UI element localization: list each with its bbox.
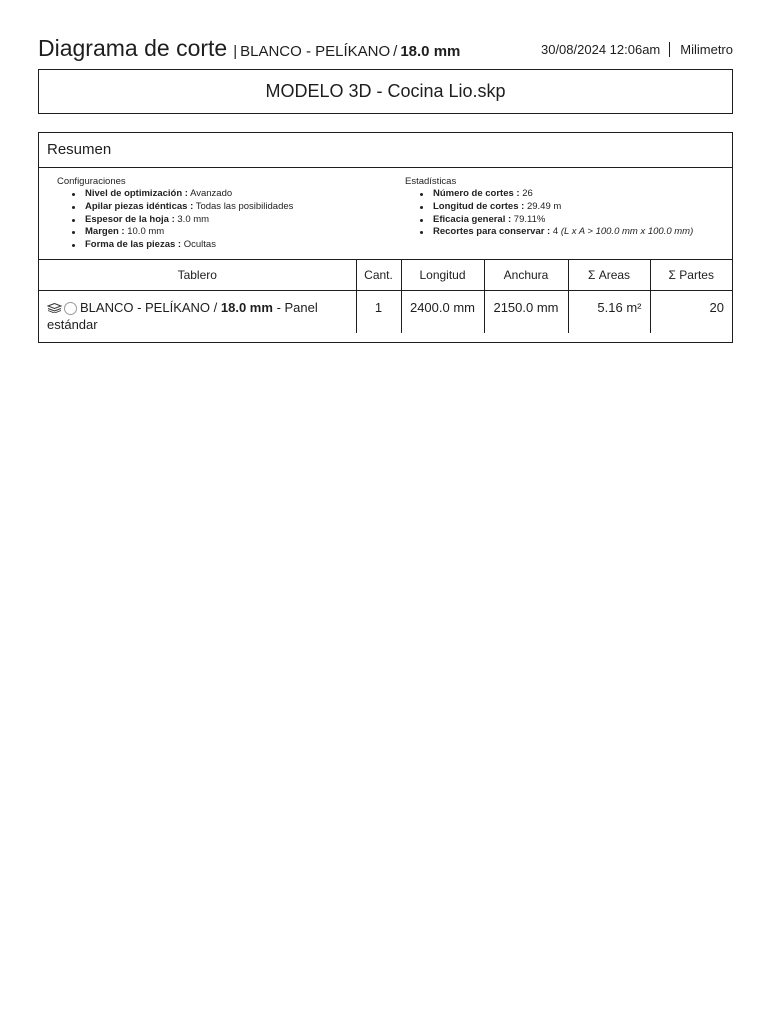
stats-item [433,226,693,239]
summary-details [39,168,732,260]
config-label: Espesor de la hoja : [85,213,175,225]
stats-list [405,188,693,239]
report-meta [541,42,733,58]
unit-label: Milimetro [669,42,733,57]
panel-thickness: 18.0 mm [220,300,273,315]
config-value: Avanzado [190,188,233,199]
table-header-row [39,260,732,291]
stats-label: Longitud de cortes : [433,200,525,212]
stats-item [433,214,693,227]
header-tablero: Tablero [39,260,356,291]
panel-material: BLANCO - PELÍKANO / [80,300,218,315]
stats-label: Recortes para conservar : [433,226,551,238]
area-cell: 5.16 m² [568,291,650,334]
table-row [39,291,732,334]
stats-value: 26 [522,188,533,199]
config-list [57,188,293,252]
config-label: Margen : [85,226,125,238]
stats-note: (L x A > 100.0 mm x 100.0 mm) [560,226,694,238]
stats-item [433,188,693,201]
config-heading: Configuraciones [57,176,126,187]
stats-value: 4 [552,226,559,238]
stats-item [433,201,693,214]
report-datetime: 30/08/2024 12:06am [540,42,661,57]
config-value: 3.0 mm [177,213,210,225]
config-item [85,214,293,227]
qty-cell: 1 [356,291,401,334]
config-label: Forma de las piezas : [85,239,182,251]
config-label: Apilar piezas idénticas : [85,200,194,212]
config-item [85,201,293,214]
model-title: MODELO 3D - Cocina Lio.skp [265,81,506,101]
stats-value: 29.49 m [526,200,562,212]
summary-panel [38,132,733,343]
config-value: Ocultas [183,239,216,251]
config-value: Todas las posibilidades [195,200,294,212]
config-label: Nivel de optimización : [85,188,188,199]
config-item [85,188,293,201]
config-column [57,176,293,252]
header-anchura: Anchura [484,260,568,291]
header-longitud: Longitud [401,260,484,291]
material-slash: / [393,43,398,60]
report-header [38,34,733,64]
stats-label: Número de cortes : [433,188,520,199]
title-text: Diagrama de corte [38,35,228,61]
summary-title: Resumen [39,133,732,168]
length-cell: 2400.0 mm [401,291,484,334]
material-thickness: 18.0 mm [400,43,461,60]
config-item [85,239,293,252]
panel-table [39,260,732,333]
material-name: BLANCO - PELÍKANO [240,43,391,60]
config-value: 10.0 mm [127,226,165,238]
config-item [85,226,293,239]
panel-type: - Panel estándar [47,300,318,332]
stats-value: 79.11% [513,213,546,225]
stats-heading: Estadísticas [405,176,457,187]
header-areas: Σ Areas [568,260,650,291]
stats-column [405,176,693,239]
width-cell: 2150.0 mm [484,291,568,334]
circle-icon [64,302,77,315]
stack-icon [47,300,62,310]
parts-cell: 20 [709,300,724,315]
page-title [38,34,460,66]
stats-label: Eficacia general : [433,213,512,225]
panel-cell [39,291,356,334]
title-separator: | [233,43,238,60]
header-cant: Cant. [356,260,401,291]
model-title-box [38,69,733,114]
header-partes: Σ Partes [650,260,732,291]
